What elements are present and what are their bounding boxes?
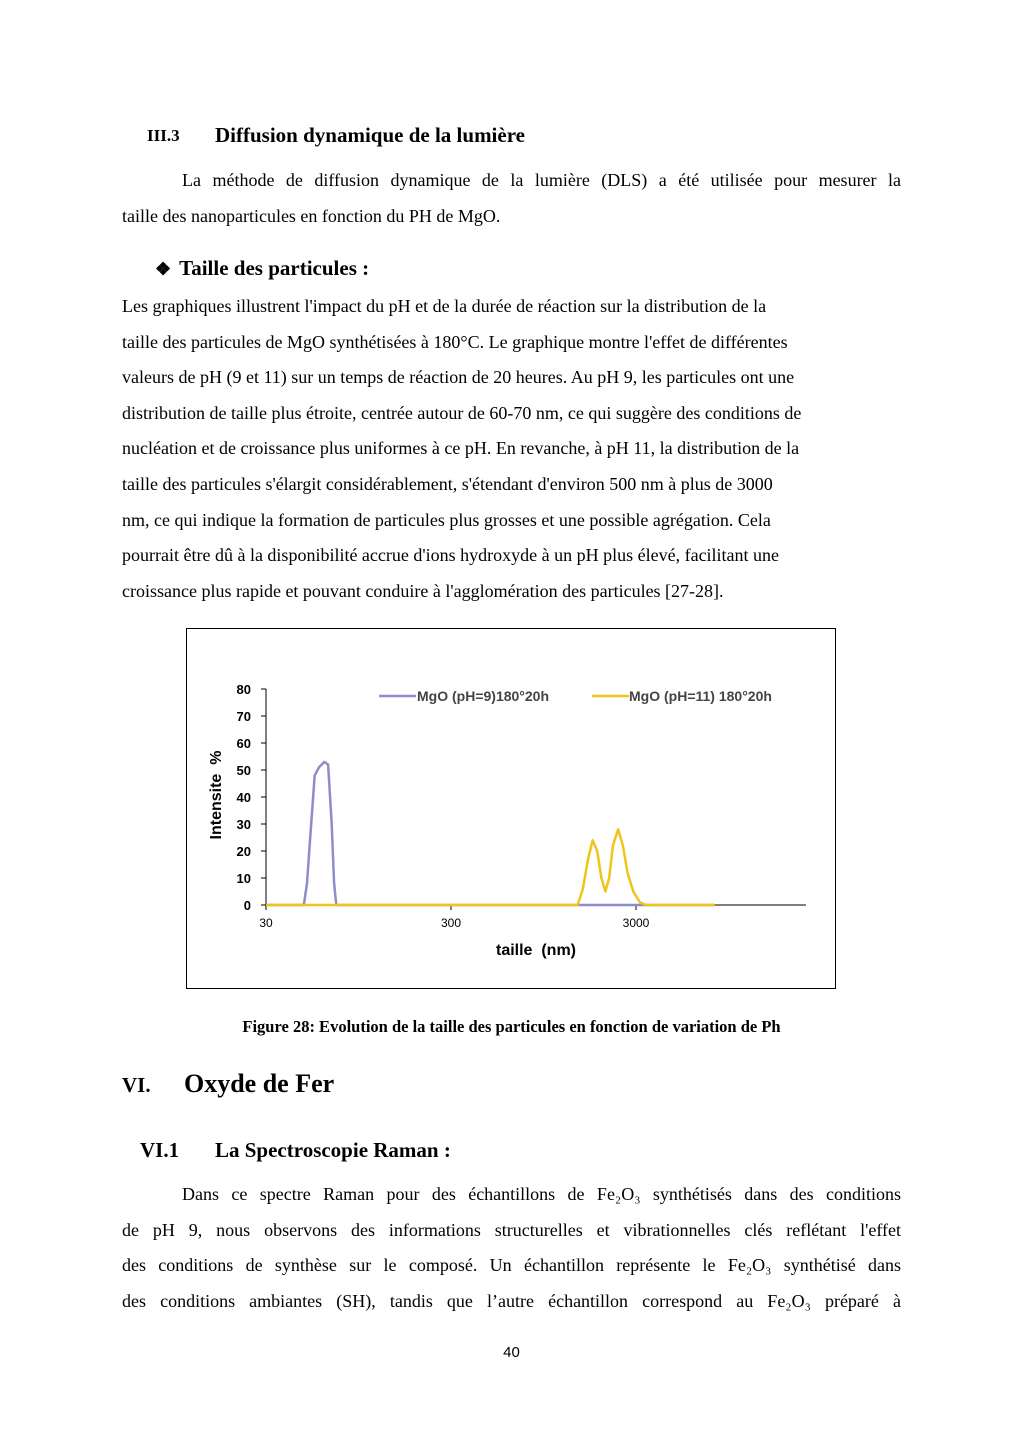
diamond-bullet-icon: ❖	[155, 259, 172, 279]
text-line: taille des nanoparticules en fonction du PH de MgO.	[122, 205, 501, 226]
y-axis-label: Intensite %	[208, 750, 225, 840]
text-line: de pH 9, nous observons des informations structurelles et vibrationnelles clés reflétant l'effet	[122, 1219, 901, 1240]
text-line: Les graphiques illustrent l'impact du pH et de la durée de réaction sur la distribution de la	[122, 296, 767, 316]
text-line: valeurs de pH (9 et 11) sur un temps de réaction de 20 heures. Au pH 9, les particules ont une	[122, 367, 795, 388]
legend-label-1: MgO (pH=9)180°20h	[417, 688, 550, 704]
figure-28-chart	[186, 628, 836, 989]
section-title-vi: Oxyde de Fer	[184, 1069, 335, 1098]
figure-caption: Figure 28: Evolution de la taille des particules en fonction de variation de Ph	[242, 1017, 781, 1036]
y-tick-label: 60	[236, 736, 251, 751]
x-tick-label: 3000	[622, 916, 650, 930]
section-title-iii3: Diffusion dynamique de la lumière	[215, 123, 525, 147]
y-tick-label: 50	[236, 763, 251, 778]
section-number: III.3	[147, 126, 180, 145]
text-line: Dans ce spectre Raman pour des échantillons de Fe₂O₃ synthétisés dans des conditions	[182, 1184, 901, 1204]
series-line-1	[266, 762, 715, 905]
text-line: pourrait être dû à la disponibilité accrue d'ions hydroxyde à un pH plus élevé, facilitant une	[122, 545, 780, 566]
section-title-vi1: La Spectroscopie Raman :	[215, 1138, 451, 1162]
text-line: croissance plus rapide et pouvant conduire à l'agglomération des particules [27-28].	[122, 580, 724, 601]
y-tick-label: 30	[236, 817, 251, 832]
text-line: des conditions de synthèse sur le composé. Un échantillon représente le Fe₂O₃ synthétisé dans	[122, 1255, 901, 1276]
x-axis-label: taille (nm)	[495, 942, 577, 959]
text-line: distribution de taille plus étroite, centrée autour de 60-70 nm, ce qui suggère des conditions de	[122, 402, 802, 423]
section-heading-iii3	[147, 122, 180, 147]
y-tick-label: 80	[236, 682, 251, 697]
y-tick-label: 0	[243, 898, 251, 913]
x-tick-label: 300	[440, 916, 462, 930]
paragraph-raman	[122, 1177, 901, 1319]
y-tick-label: 10	[236, 871, 251, 886]
text-line: taille des particules s'élargit considérablement, s'étendant d'environ 500 nm à plus de 3000	[122, 473, 773, 494]
section-number-vi1: VI.1	[140, 1138, 180, 1162]
text-line: La méthode de diffusion dynamique de la lumière (DLS) a été utilisée pour mesurer la	[182, 170, 901, 190]
y-tick-label: 20	[236, 844, 251, 859]
paragraph-dls	[122, 163, 901, 234]
text-line: des conditions ambiantes (SH), tandis que l’autre échantillon correspond au Fe₂O₃ préparé à	[122, 1290, 901, 1311]
text-line: taille des particules de MgO synthétisées à 180°C. Le graphique montre l'effet de différentes	[122, 331, 788, 352]
subsection-heading-taille	[155, 256, 369, 281]
text-line: nm, ce qui indique la formation de particules plus grosses et une possible agrégation. Cela	[122, 509, 771, 530]
y-tick-label: 70	[236, 709, 251, 724]
text-line: nucléation et de croissance plus uniformes à ce pH. En revanche, à pH 11, la distribution de la	[122, 438, 800, 459]
subsection-title: Taille des particules :	[179, 256, 370, 280]
paragraph-taille	[122, 289, 901, 609]
x-tick-label: 30	[259, 916, 273, 930]
chart-svg	[187, 629, 835, 988]
legend-label-2: MgO (pH=11) 180°20h	[629, 688, 772, 704]
y-tick-label: 40	[236, 790, 251, 805]
page-number: 40	[503, 1344, 520, 1361]
section-number-vi: VI.	[122, 1073, 151, 1097]
